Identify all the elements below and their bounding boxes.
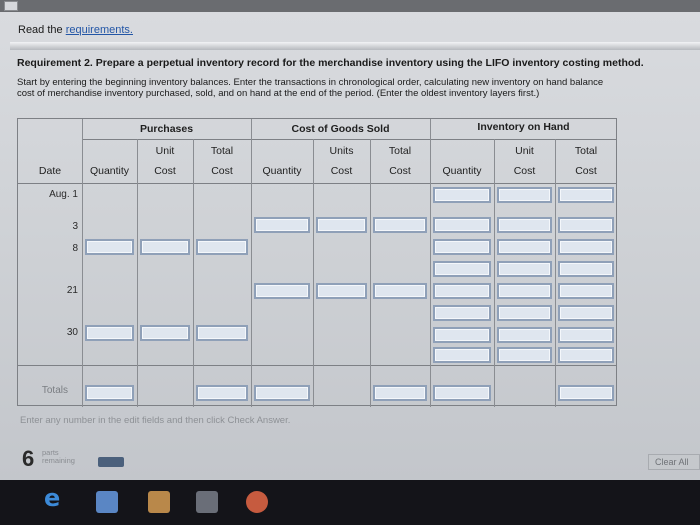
section-divider [10,42,700,50]
on-hand-quantity-input[interactable] [433,239,491,255]
row-date-21: 21 [66,285,78,296]
purchases-quantity-input[interactable] [85,325,134,341]
on-hand-total-header: Total [574,145,598,157]
on-hand-total-cost-input[interactable] [558,347,614,363]
cogs-total-cost-input[interactable] [373,217,427,233]
on-hand-quantity-header: Quantity [442,165,482,177]
homework-panel [0,12,700,480]
purchases-unit-cost-input[interactable] [140,239,190,255]
purchases-total-cost-input[interactable] [196,325,248,341]
purchases-quantity-header: Quantity [89,165,130,177]
on-hand-header: Inventory on Hand [477,121,570,133]
requirements-link[interactable]: requirements. [65,24,133,36]
instruction-line-1: Start by entering the beginning inventory balances. Enter the transactions in chronological order, calculating new inventory on hand balance [17,77,604,88]
on-hand-quantity-input[interactable] [433,261,491,277]
store-icon[interactable] [148,491,170,513]
on-hand-quantity-input[interactable] [433,187,491,203]
purchases-total-cost-input[interactable] [196,239,248,255]
on-hand-unit-cost-input[interactable] [497,217,552,233]
on-hand-total-cost-input[interactable] [558,261,614,277]
calculator-icon[interactable] [4,1,18,11]
purchases-total-cost-sum-input[interactable] [196,385,248,401]
cogs-unit-cost-header: Cost [330,165,353,177]
chrome-icon[interactable] [246,491,268,513]
cogs-units-header: Units [329,145,354,157]
row-totals: Totals [41,385,68,396]
on-hand-unit-cost-input[interactable] [497,283,552,299]
on-hand-total-cost-sum-input[interactable] [558,385,614,401]
cogs-total-cost-input[interactable] [373,283,427,299]
on-hand-quantity-input[interactable] [433,305,491,321]
cogs-total-quantity-input[interactable] [254,385,310,401]
parts-remaining-label: parts remaining [42,448,75,465]
on-hand-unit-cost-input[interactable] [497,261,552,277]
parts-remaining-count: 6 [22,446,35,471]
purchases-unit-cost-input[interactable] [140,325,190,341]
purchases-total-quantity-input[interactable] [85,385,134,401]
file-explorer-icon[interactable] [96,491,118,513]
edge-browser-icon[interactable]: e [44,484,61,512]
read-the-text: Read the [18,24,63,36]
cogs-total-cost-sum-input[interactable] [373,385,427,401]
on-hand-unit-cost-input[interactable] [497,187,552,203]
on-hand-total-quantity-input[interactable] [433,385,491,401]
on-hand-total-cost-input[interactable] [558,327,614,343]
requirement-text: Prepare a perpetual inventory record for the merchandise inventory using the LIFO inventory costing method. [95,57,644,69]
on-hand-quantity-input[interactable] [433,327,491,343]
purchases-total-cost-header: Cost [211,165,233,177]
on-hand-unit-cost-input[interactable] [497,239,552,255]
media-icon[interactable] [196,491,218,513]
on-hand-quantity-input[interactable] [433,347,491,363]
on-hand-total-cost-input[interactable] [558,305,614,321]
on-hand-unit-header: Unit [515,145,534,157]
cogs-quantity-header: Quantity [262,165,302,177]
on-hand-unit-cost-input[interactable] [497,347,552,363]
purchases-quantity-input[interactable] [85,239,134,255]
purchases-unit-cost-header: Cost [154,165,176,177]
purchases-total-header: Total [210,145,234,157]
read-requirements-line [18,24,133,36]
row-date-aug1: Aug. 1 [49,189,78,200]
date-header: Date [38,165,62,177]
clear-all-button[interactable]: Clear All [648,454,700,470]
cogs-quantity-input[interactable] [254,217,310,233]
cogs-unit-cost-input[interactable] [316,283,367,299]
on-hand-total-cost-input[interactable] [558,283,614,299]
on-hand-total-cost-input[interactable] [558,187,614,203]
cogs-total-cost-header: Cost [389,165,411,177]
requirement-title [17,57,644,69]
on-hand-total-cost-input[interactable] [558,239,614,255]
on-hand-quantity-input[interactable] [433,283,491,299]
on-hand-unit-cost-input[interactable] [497,327,552,343]
on-hand-unit-cost-header: Cost [513,165,536,177]
instruction-line-2: cost of merchandise inventory purchased, sold, and on hand at the end of the period. (Enter the oldest inventory layers first.) [17,88,540,99]
instruction-hint: Enter any number in the edit fields and then click Check Answer. [20,415,291,426]
requirement-label: Requirement 2. [17,57,93,69]
on-hand-total-cost-header: Cost [575,165,597,177]
cogs-quantity-input[interactable] [254,283,310,299]
row-date-30: 30 [66,327,78,338]
on-hand-total-cost-input[interactable] [558,217,614,233]
purchases-unit-header: Unit [155,145,175,157]
cogs-total-header: Total [388,145,412,157]
row-date-3: 3 [72,221,78,232]
browser-top-strip [0,0,700,12]
row-date-8: 8 [72,243,78,254]
on-hand-quantity-input[interactable] [433,217,491,233]
cogs-header: Cost of Goods Sold [291,123,390,135]
instructions [17,77,697,99]
parts-progress-button[interactable] [98,457,124,467]
on-hand-unit-cost-input[interactable] [497,305,552,321]
cogs-unit-cost-input[interactable] [316,217,367,233]
perpetual-inventory-table [17,118,617,406]
purchases-header: Purchases [139,123,194,135]
